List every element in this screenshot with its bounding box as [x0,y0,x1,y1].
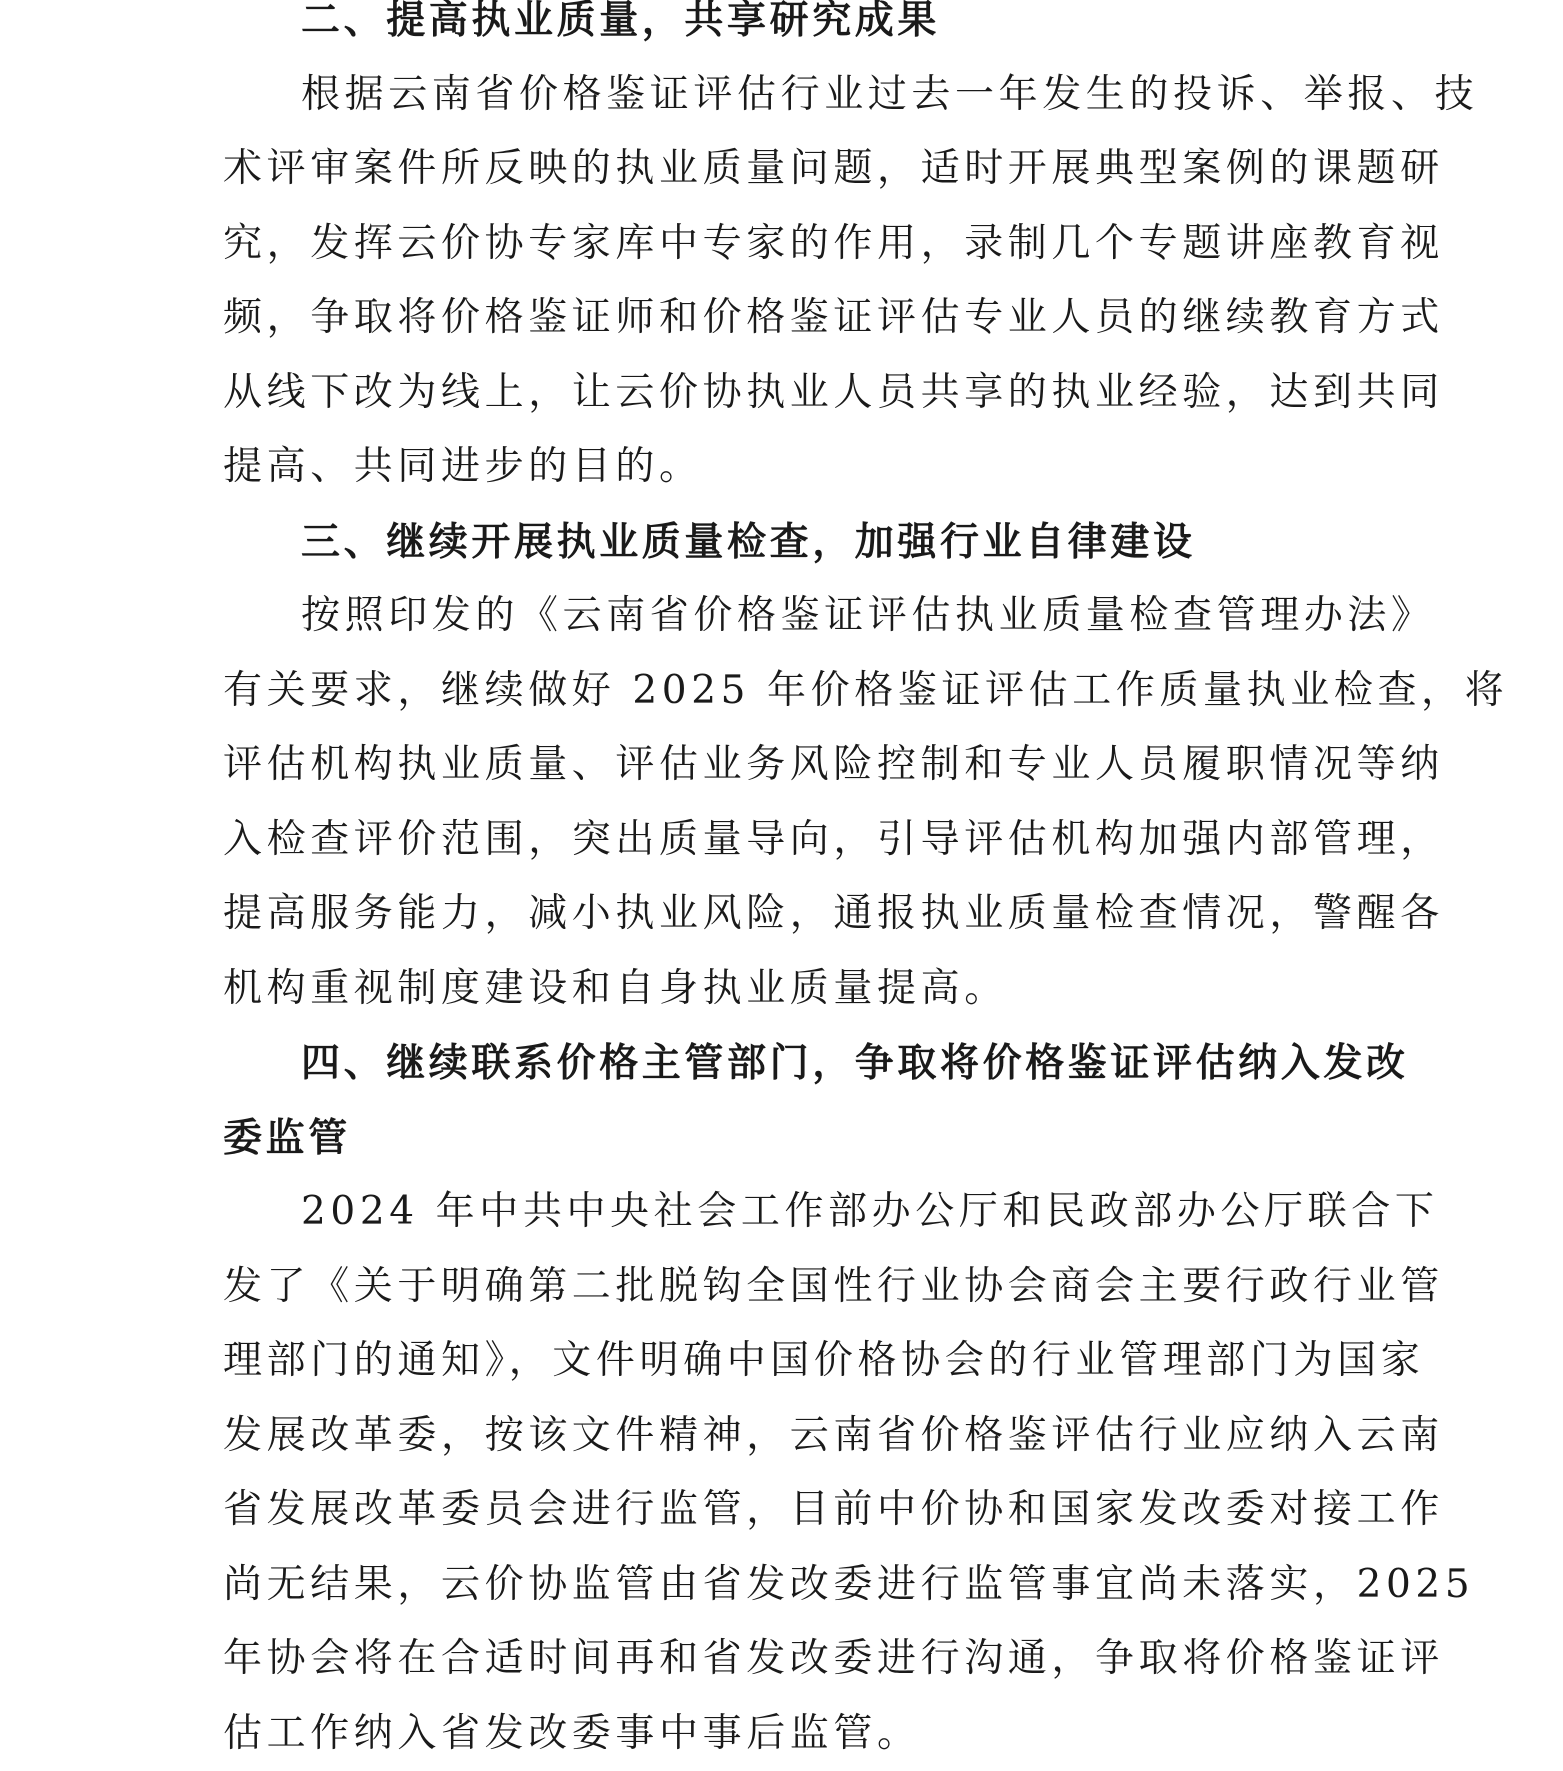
paragraph-line: 发展改革委，按该文件精神，云南省价格鉴评估行业应纳入云南 [223,1399,1345,1474]
paragraph-line: 发了《关于明确第二批脱钩全国性行业协会商会主要行政行业管 [223,1250,1345,1325]
paragraph-line: 有关要求，继续做好 2025 年价格鉴证评估工作质量执业检查，将 [223,654,1345,729]
paragraph-line: 根据云南省价格鉴证评估行业过去一年发生的投诉、举报、技 [223,58,1345,133]
paragraph-line: 术评审案件所反映的执业质量问题，适时开展典型案例的课题研 [223,132,1345,207]
paragraph-line: 从线下改为线上，让云价协执业人员共享的执业经验，达到共同 [223,356,1345,431]
paragraph-line: 入检查评价范围，突出质量导向，引导评估机构加强内部管理， [223,803,1345,878]
paragraph-line: 究，发挥云价协专家库中专家的作用，录制几个专题讲座教育视 [223,207,1345,282]
section-4 [223,1026,1345,1771]
paragraph-line: 频，争取将价格鉴证师和价格鉴证评估专业人员的继续教育方式 [223,281,1345,356]
paragraph-line: 机构重视制度建设和自身执业质量提高。 [223,952,1345,1027]
paragraph-line: 提高、共同进步的目的。 [223,430,1345,505]
section-3 [223,505,1345,1027]
section-4-heading-continued: 委监管 [223,1101,1345,1176]
paragraph-line: 估工作纳入省发改委事中事后监管。 [223,1697,1345,1771]
paragraph-line: 2024 年中共中央社会工作部办公厅和民政部办公厅联合下 [223,1175,1345,1250]
section-3-paragraph [223,579,1345,1026]
document-page [223,0,1345,1771]
paragraph-line: 提高服务能力，减小执业风险，通报执业质量检查情况，警醒各 [223,877,1345,952]
section-2 [223,0,1345,505]
section-3-heading: 三、继续开展执业质量检查，加强行业自律建设 [223,505,1345,580]
section-4-heading: 四、继续联系价格主管部门，争取将价格鉴证评估纳入发改 [223,1026,1345,1101]
paragraph-line: 评估机构执业质量、评估业务风险控制和专业人员履职情况等纳 [223,728,1345,803]
section-2-paragraph [223,58,1345,505]
paragraph-line: 按照印发的《云南省价格鉴证评估执业质量检查管理办法》 [223,579,1345,654]
paragraph-line: 理部门的通知》，文件明确中国价格协会的行业管理部门为国家 [223,1324,1345,1399]
section-2-heading: 二、提高执业质量，共享研究成果 [223,0,1345,58]
paragraph-line: 省发展改革委员会进行监管，目前中价协和国家发改委对接工作 [223,1473,1345,1548]
paragraph-line: 尚无结果，云价协监管由省发改委进行监管事宜尚未落实，2025 [223,1548,1345,1623]
paragraph-line: 年协会将在合适时间再和省发改委进行沟通，争取将价格鉴证评 [223,1622,1345,1697]
section-4-paragraph [223,1175,1345,1771]
